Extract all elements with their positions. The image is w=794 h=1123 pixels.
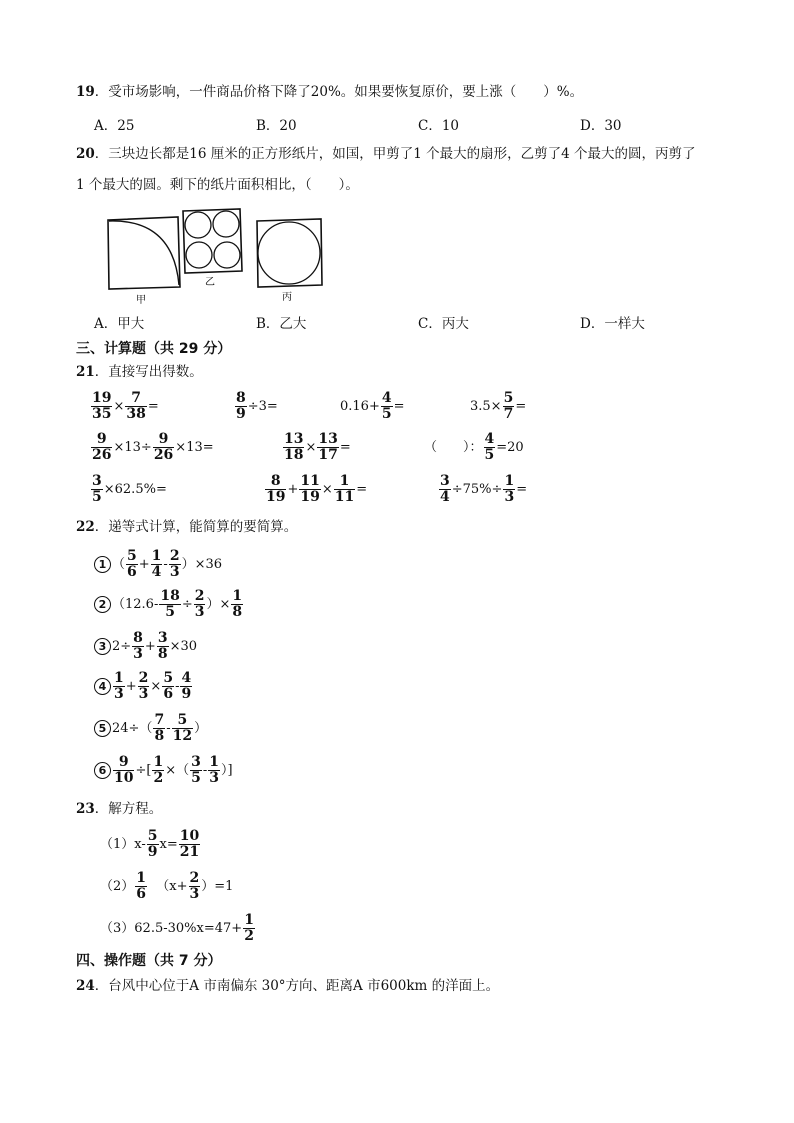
calc-item [234, 390, 278, 424]
denominator: 5 [191, 770, 201, 786]
question-number: 24 [76, 978, 95, 994]
question-22 [76, 517, 297, 537]
denominator: 18 [284, 447, 304, 463]
math-text: ）=1 [201, 879, 234, 894]
numerator: 1 [153, 754, 164, 770]
denominator: 8 [154, 728, 165, 744]
fraction [381, 391, 393, 422]
question-text: ．直接写出得数。 [94, 364, 203, 380]
circled-number: 2 [94, 596, 111, 613]
question-text: ．递等式计算，能简算的要简算。 [94, 519, 298, 535]
fraction [231, 589, 243, 620]
fraction [172, 713, 193, 744]
fraction [484, 432, 496, 463]
option-c: C．10 [418, 118, 460, 134]
math-text: （ ）： [424, 440, 483, 455]
denominator: 5 [381, 406, 392, 422]
denominator: 10 [114, 770, 134, 786]
numerator: 2 [169, 548, 180, 564]
section-title: 三、计算题（共 29 分） [76, 341, 232, 357]
calc-item [90, 390, 159, 424]
figure-yi [183, 209, 242, 288]
question-number: 20 [76, 146, 95, 162]
math-text: = [515, 399, 527, 414]
math-text: ×（ [165, 763, 190, 778]
numerator: 13 [318, 431, 338, 447]
math-text: × [113, 399, 125, 414]
denominator: 3 [189, 886, 200, 902]
calc-item [90, 431, 214, 465]
math-text: 0.16+ [340, 399, 380, 414]
denominator: 3 [169, 564, 180, 580]
option-a: A．甲大 [94, 316, 145, 332]
figure-jia [108, 217, 180, 305]
math-text: = [147, 399, 159, 414]
denominator: 26 [153, 447, 174, 463]
fraction [91, 474, 103, 505]
math-text: = [516, 482, 528, 497]
denominator: 8 [157, 646, 168, 662]
denominator: 17 [318, 447, 338, 463]
numerator: 9 [113, 755, 134, 771]
denominator: 3 [194, 604, 205, 620]
equation-3 [100, 912, 256, 946]
fraction [317, 432, 338, 463]
numerator: 5 [127, 548, 137, 564]
fraction [152, 755, 164, 786]
numerator: 5 [163, 670, 174, 686]
fraction [138, 671, 150, 702]
denominator: 3 [504, 489, 515, 505]
figure-label-yi: 乙 [205, 277, 215, 288]
numerator: 18 [160, 588, 180, 604]
question-number: 19 [76, 84, 95, 100]
calc-item [264, 473, 367, 507]
numerator: 1 [232, 588, 243, 604]
numerator: 2 [138, 670, 149, 686]
denominator: 7 [503, 406, 514, 422]
numerator: 5 [172, 713, 193, 729]
denominator: 3 [209, 770, 220, 786]
math-text: + [138, 557, 150, 572]
math-text: ） [194, 721, 208, 736]
numerator: 1 [504, 473, 515, 489]
fraction [153, 432, 174, 463]
fraction [180, 671, 192, 702]
math-text: 3.5× [470, 399, 502, 414]
fraction [503, 391, 515, 422]
fraction [113, 755, 134, 786]
numerator: 9 [91, 432, 112, 448]
expression-3 [94, 630, 197, 664]
circled-number: 6 [94, 762, 111, 779]
question-number: 21 [76, 364, 95, 380]
denominator: 6 [163, 686, 174, 702]
denominator: 35 [92, 406, 112, 422]
fraction [91, 432, 112, 463]
math-text: ÷3= [247, 399, 278, 414]
question-text: ．解方程。 [94, 801, 163, 817]
option-c: C．丙大 [418, 316, 469, 332]
calc-item [470, 390, 526, 424]
denominator: 4 [440, 489, 450, 505]
math-text: x= [159, 837, 178, 852]
numerator: 2 [189, 870, 200, 886]
fraction [113, 671, 125, 702]
denominator: 26 [92, 447, 112, 463]
math-text: - [175, 679, 180, 694]
denominator: 8 [232, 604, 243, 620]
denominator: 38 [126, 406, 146, 422]
denominator: 5 [165, 604, 175, 620]
denominator: 2 [153, 770, 164, 786]
math-text: （12.6- [112, 597, 159, 612]
fraction [243, 913, 255, 944]
fraction [147, 829, 159, 860]
circled-number: 3 [94, 638, 111, 655]
denominator: 3 [138, 686, 149, 702]
numerator: 8 [236, 390, 246, 406]
circled-number: 5 [94, 720, 111, 737]
math-text: ×13= [175, 440, 214, 455]
math-text: + [125, 679, 137, 694]
numerator: 1 [209, 754, 220, 770]
numerator: 3 [191, 754, 201, 770]
math-text: + [287, 482, 299, 497]
fraction [157, 631, 169, 662]
math-text: ）×36 [181, 557, 223, 572]
numerator: 8 [265, 474, 286, 490]
math-text: （3） [100, 921, 135, 936]
math-text: 24÷（ [112, 721, 153, 736]
denominator: 9 [236, 406, 246, 422]
numerator: 10 [179, 828, 200, 844]
math-text: ×13÷ [113, 440, 152, 455]
denominator: 11 [334, 489, 355, 505]
math-text: （ [112, 557, 126, 572]
denominator: 6 [136, 886, 147, 902]
math-text: ）× [206, 597, 231, 612]
fraction [132, 631, 144, 662]
denominator: 9 [181, 686, 192, 702]
denominator: 19 [300, 489, 320, 505]
denominator: 21 [179, 844, 200, 860]
question-text: ．台风中心位于A 市南偏东 30°方向、距离A 市600km 的洋面上。 [94, 978, 500, 994]
fraction [135, 871, 147, 902]
square-figures [100, 205, 330, 305]
option-a: A．25 [94, 118, 135, 134]
numerator: 1 [244, 912, 254, 928]
numerator: 1 [334, 474, 355, 490]
option-b: B．乙大 [256, 316, 307, 332]
expression-2 [94, 588, 244, 622]
fraction [265, 474, 286, 505]
figure-bing [257, 219, 322, 303]
question-text-line1: ．三块边长都是16 厘米的正方形纸片，如国，甲剪了1 个最大的扇形，乙剪了4 个最大的圆，丙剪了 [94, 146, 696, 162]
numerator: 11 [300, 473, 320, 489]
fraction [125, 391, 146, 422]
math-text: ÷[ [135, 763, 152, 778]
question-text-line2: 1 个最大的圆。剩下的纸片面积相比，（ ）。 [76, 177, 359, 193]
math-text: x- [134, 837, 146, 852]
denominator: 2 [244, 928, 254, 944]
question-20 [76, 144, 696, 164]
numerator: 7 [125, 391, 146, 407]
numerator: 4 [181, 670, 192, 686]
expression-6 [94, 754, 233, 788]
numerator: 5 [147, 828, 158, 844]
math-text: ×30 [169, 639, 198, 654]
numerator: 1 [151, 548, 162, 564]
math-text: - [163, 557, 168, 572]
question-19 [76, 82, 583, 102]
section-title: 四、操作题（共 7 分） [76, 953, 222, 969]
fraction [208, 755, 220, 786]
math-text: 2÷ [112, 639, 132, 654]
expression-5 [94, 712, 207, 746]
numerator: 13 [284, 431, 304, 447]
numerator: 9 [153, 432, 174, 448]
fraction [159, 589, 180, 620]
question-number: 23 [76, 801, 95, 817]
option-d: D．30 [580, 118, 622, 134]
numerator: 3 [440, 473, 450, 489]
math-text: ÷ [181, 597, 193, 612]
numerator: 7 [154, 712, 165, 728]
math-text: （x+ [156, 879, 188, 894]
fraction [91, 391, 112, 422]
math-text: - [166, 721, 171, 736]
denominator: 5 [484, 447, 495, 463]
math-text: （2） [100, 879, 135, 894]
numerator: 5 [503, 390, 514, 406]
option-b: B．20 [256, 118, 297, 134]
fraction [190, 755, 202, 786]
denominator: 6 [127, 564, 137, 580]
expression-1 [94, 548, 222, 582]
math-text: × [305, 440, 317, 455]
math-text: × [150, 679, 162, 694]
math-text: × [321, 482, 333, 497]
calc-item [424, 431, 524, 465]
calc-item [340, 390, 405, 424]
fraction [503, 474, 515, 505]
denominator: 3 [133, 646, 143, 662]
fraction [162, 671, 174, 702]
denominator: 4 [151, 564, 162, 580]
figure-label-jia: 甲 [136, 295, 146, 305]
calc-item [282, 431, 351, 465]
equation-1 [100, 828, 201, 862]
denominator: 3 [114, 686, 124, 702]
expression-4 [94, 670, 193, 704]
question-23 [76, 799, 162, 819]
fraction [151, 549, 163, 580]
fraction [334, 474, 355, 505]
circled-number: 4 [94, 678, 111, 695]
equation-2 [100, 870, 233, 904]
fraction [299, 474, 320, 505]
numerator: 1 [114, 670, 124, 686]
math-text: ×62.5%= [103, 482, 167, 497]
math-text: =20 [496, 440, 524, 455]
numerator: 1 [136, 870, 147, 886]
math-text: ）] [221, 763, 233, 778]
question-24 [76, 976, 499, 996]
numerator: 2 [194, 588, 205, 604]
question-21 [76, 362, 203, 382]
fraction [126, 549, 138, 580]
denominator: 12 [172, 728, 193, 744]
numerator: 4 [484, 431, 495, 447]
denominator: 5 [92, 489, 102, 505]
math-text: = [393, 399, 405, 414]
denominator: 9 [147, 844, 158, 860]
math-text: = [339, 440, 351, 455]
circled-number: 1 [94, 556, 111, 573]
figure-label-bing: 丙 [282, 292, 292, 303]
fraction [439, 474, 451, 505]
numerator: 3 [157, 630, 168, 646]
math-text: ÷75%÷ [451, 482, 503, 497]
fraction [153, 713, 165, 744]
fraction [189, 871, 201, 902]
fraction [235, 391, 247, 422]
math-text: （1） [100, 837, 135, 852]
fraction [169, 549, 181, 580]
denominator: 19 [266, 489, 286, 505]
fraction [179, 829, 200, 860]
math-text: + [144, 639, 156, 654]
calc-item [90, 473, 167, 507]
fraction [283, 432, 304, 463]
numerator: 4 [381, 390, 392, 406]
math-text: = [356, 482, 368, 497]
numerator: 8 [133, 630, 143, 646]
question-number: 22 [76, 519, 95, 535]
numerator: 19 [92, 390, 112, 406]
question-text: ．受市场影响，一件商品价格下降了20%。如果要恢复原价，要上涨（ ）%。 [94, 84, 584, 100]
option-d: D．一样大 [580, 316, 645, 332]
calc-item [438, 473, 527, 507]
fraction [194, 589, 206, 620]
numerator: 3 [92, 473, 102, 489]
math-text: 62.5-30%x=47+ [134, 921, 243, 936]
math-text: - [202, 763, 208, 778]
